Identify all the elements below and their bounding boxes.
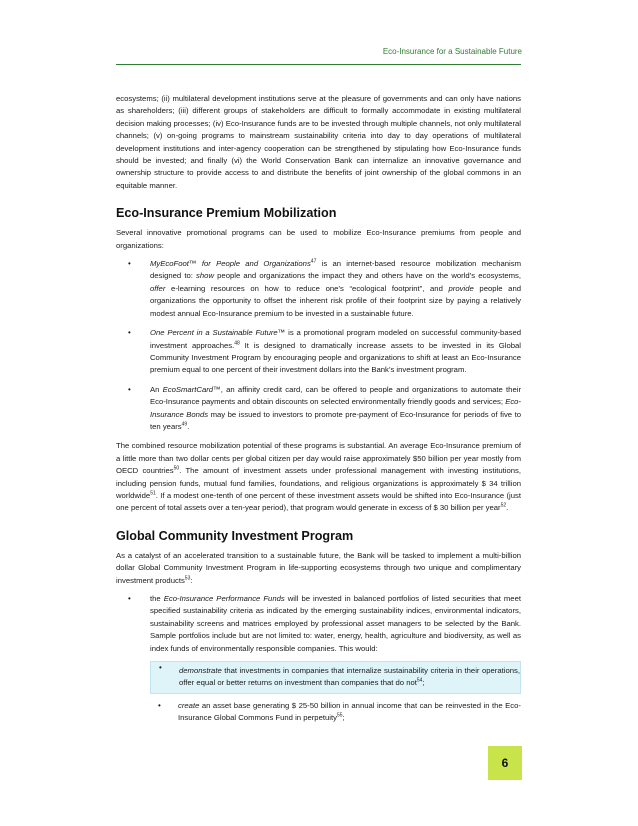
- footnote-ref: 47: [310, 258, 317, 265]
- page-content: [116, 93, 521, 732]
- list-item-ecosmartcard: • An EcoSmartCard™, an affinity credit card, can be offered to people and organizations to automate their Eco-Insurance payments and obtain discounts on selected environmentally friendly goods and services; Eco-Insurance Bonds may be issued to investors to promote pre-payment of Eco-Insurance for periods of five to ten years$^{49}$.: [116, 384, 521, 434]
- footnote-ref: 52: [500, 502, 507, 509]
- footnote-ref: 49: [181, 421, 188, 428]
- sublist-item-create: • create an asset base generating $ 25-50 billion in annual income that can be reinvested in the Eco-Insurance Global Commons Fund in perpetuity$^{55}$;: [150, 700, 521, 725]
- footnote-ref: 54: [416, 677, 423, 684]
- sublist-item-demonstrate: • demonstrate that investments in companies that internalize sustainability criteria in their operations, offer equal or better returns on investment than companies that do not$^{54}$;: [150, 661, 521, 694]
- investment-product-list: [116, 593, 521, 725]
- section-heading-premium-mobilization: Eco-Insurance Premium Mobilization: [116, 206, 337, 221]
- list-item-myecofoot: • MyEcoFoot™ for People and Organizations$^{47}$ is an internet-based resource mobilization mechanism designed to: show people and organizations the impact they and others have on the world’s ecosystems, offer e-learning resources on how to reduce one’s “ecological footprint”, and provide people and organizations the opportunity to offset the inherent risk profile of their footprint size by paying a relatively modest annual Eco-Insurance premium to be invested in a sustainable future.: [116, 258, 521, 320]
- footnote-ref: 48: [234, 339, 240, 346]
- page-number-badge: 6: [488, 746, 522, 780]
- mobilization-potential-paragraph: The combined resource mobilization potential of these programs is substantial. An average Eco-Insurance premium of a little more than two dollar cents per global citizen per day would raise approximately $50 billion per year mostly from OECD countries$^{50}$. The amount of investment assets under professional management with investing institutions, including pension funds, mutual fund families, foundations, and religious organizations is approximately $ 34 trillion worldwide$^{51}$. If a modest one-tenth of one percent of these investment assets would be shifted into Eco-Insurance (just one percent of total assets over a ten-year period), that program would generate in excess of $ 30 billion per year$^{52}$.: [116, 441, 521, 513]
- performance-funds-sublist: [150, 661, 521, 725]
- running-header: Eco-Insurance for a Sustainable Future: [382, 47, 522, 56]
- section-heading-community-investment: Global Community Investment Program: [116, 528, 354, 543]
- footnote-ref: 50: [173, 465, 180, 472]
- section2-lead: As a catalyst of an accelerated transition to a sustainable future, the Bank will be tasked to implement a multi-billion dollar Global Community Investment Program in life-supporting ecosystems through two unique and complimentary investment products$^{53}$:: [116, 550, 521, 585]
- list-item-one-percent: • One Percent in a Sustainable Future™ is a promotional program modeled on successful community-based investment approaches.$^{48}$ It is designed to dramatically increase assets to be invested in its Global Community Investment Program by encouraging people and organizations to shift at least an Eco-Insurance premium equal to one percent of their investment dollars into the Bank’s investment program.: [116, 327, 521, 377]
- intro-paragraph: ecosystems; (ii) multilateral development institutions serve at the pleasure of governments and can only have nations as shareholders; (iii) different groups of stakeholders are difficult to formally accommodate in existing multilateral decision making processes; (iv) Eco-Insurance funds are to be invested through multiple channels, not only multilateral channels; (v) on-going programs to mainstream sustainability criteria into day to day operations of multilateral development institutions and inter-agency cooperation can be strengthened by stipulating how Eco-Insurance funds should be invested; and finally (vi) the World Conservation Bank can internalize an innovative governance and ownership structure to provide access to and distribute the benefits of joint ownership of the global commons in an equitable manner.: [116, 94, 521, 190]
- list-item-performance-funds: • the Eco-Insurance Performance Funds will be invested in balanced portfolios of listed securities that meet specified sustainability criteria as indicated by the emerging sustainability indices, environmental indicators, sustainability screens and matrices employed by professional asset managers to be selected by the Bank. Sample portfolios include but are not limited to: water, energy, health, agriculture and biodiversity, as well as index funds of environmentally responsible companies. This would: • demonstrate that investments in companies that internalize sustainability criteria in their operations, offer equal or better returns on investment than companies that do not$^{54}$; • create an asset base generating $ 25-50 billion in annual income that can be reinvested in the Eco-Insurance Global Commons Fund in perpetuity$^{55}$;: [116, 593, 521, 725]
- section1-lead: Several innovative promotional programs can be used to mobilize Eco-Insurance premiums from people and organizations:: [116, 228, 521, 250]
- footnote-ref: 51: [150, 490, 156, 497]
- footnote-ref: 53: [184, 575, 191, 582]
- header-rule: [116, 64, 521, 65]
- footnote-ref: 55: [336, 712, 343, 719]
- mobilization-program-list: [116, 258, 521, 433]
